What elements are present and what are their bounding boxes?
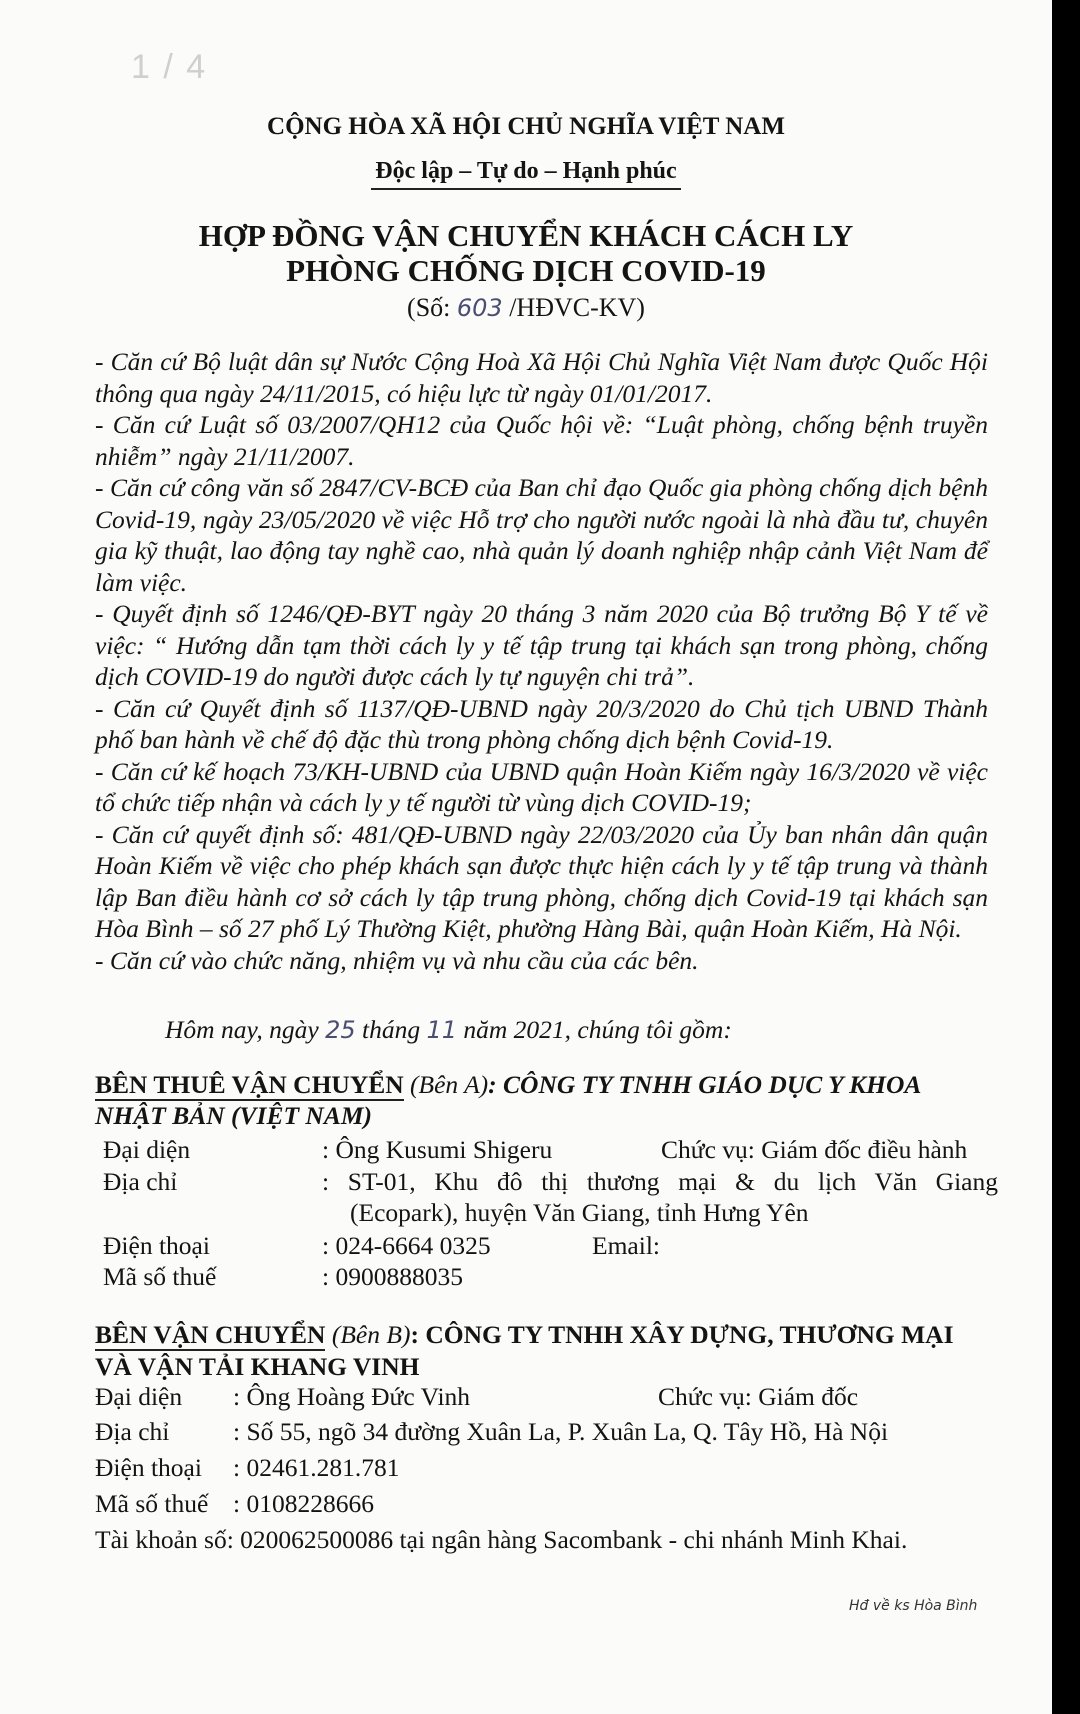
legal-basis-item: - Căn cứ vào chức năng, nhiệm vụ và nhu cầu của các bên. xyxy=(95,945,699,975)
legal-basis-item: - Căn cứ công văn số 2847/CV-BCĐ của Ban chỉ đạo Quốc gia phòng chống dịch bệnh Covid-19, ngày 23/05/2020 về việc Hỗ trợ cho người nước ngoài là nhà đầu tư, chuyên gia kỹ thuật, lao động tay nghề cao, nhà quản lý doanh nghiệp nhập cảnh Việt Nam để làm việc. xyxy=(95,473,988,597)
legal-basis-item: - Căn cứ Luật số 03/2007/QH12 của Quốc hội về: “Luật phòng, chống bệnh truyền nhiễm” ngày 21/11/2007. xyxy=(95,410,988,471)
contract-date-line: Hôm nay, ngày 25 tháng 11 năm 2021, chúng tôi gồm: xyxy=(165,1015,732,1044)
party-a-position: Chức vụ: Giám đốc điều hành xyxy=(661,1135,968,1164)
party-b-address-value: : Số 55, ngõ 34 đường Xuân La, P. Xuân La, Q. Tây Hồ, Hà Nội xyxy=(233,1417,889,1446)
party-a-email-label: Email: xyxy=(592,1231,660,1260)
party-b-tax-value: : 0108228666 xyxy=(233,1489,374,1518)
party-b-heading: BÊN VẬN CHUYỂN (Bên B): CÔNG TY TNHH XÂY DỰNG, THƯƠNG MẠI xyxy=(95,1320,954,1349)
legal-bases xyxy=(95,346,988,976)
party-a-rep-label: Đại diện xyxy=(103,1135,191,1164)
legal-basis-item: - Căn cứ quyết định số: 481/QĐ-UBND ngày 22/03/2020 của Ủy ban nhân dân quận Hoàn Kiếm về việc cho phép khách sạn được thực hiện cách ly y tế tập trung và thành lập Ban điều hành cơ sở cách ly tập trung phòng, chống dịch Covid-19 tại khách sạn Hòa Bình – số 27 phố Lý Thường Kiệt, phường Hàng Bài, quận Hoàn Kiếm, Hà Nội. xyxy=(95,819,988,943)
party-b-rep-value: : Ông Hoàng Đức Vinh xyxy=(233,1382,471,1411)
party-a-heading: BÊN THUÊ VẬN CHUYỂN (Bên A): CÔNG TY TNHH GIÁO DỤC Y KHOA xyxy=(95,1070,922,1099)
party-b-address-label: Địa chỉ xyxy=(95,1417,170,1446)
legal-basis-item: - Căn cứ Bộ luật dân sự Nước Cộng Hoà Xã Hội Chủ Nghĩa Việt Nam được Quốc Hội thông qua ngày 24/11/2015, có hiệu lực từ ngày 01/01/2017. xyxy=(95,347,988,408)
handwritten-contract-number: 603 xyxy=(456,294,503,322)
party-b-bank-account: Tài khoản số: 020062500086 tại ngân hàng Sacombank - chi nhánh Minh Khai. xyxy=(95,1525,908,1554)
legal-basis-item: - Quyết định số 1246/QĐ-BYT ngày 20 tháng 3 năm 2020 của Bộ trưởng Bộ Y tế về việc: “ Hướng dẫn tạm thời cách ly y tế tập trung tại khách sạn trong phòng, chống dịch COVID-19 do người được cách ly tự nguyện chi trả”. xyxy=(95,599,988,691)
party-a-address-line2: (Ecopark), huyện Văn Giang, tỉnh Hưng Yên xyxy=(350,1198,809,1227)
party-b-name-continued: VÀ VẬN TẢI KHANG VINH xyxy=(95,1352,420,1381)
party-b-rep-label: Đại diện xyxy=(95,1382,183,1411)
national-header: CỘNG HÒA XÃ HỘI CHỦ NGHĨA VIỆT NAM xyxy=(267,113,785,140)
party-b-phone-value: : 02461.281.781 xyxy=(233,1453,400,1482)
handwritten-day: 25 xyxy=(325,1016,356,1044)
legal-basis-item: - Căn cứ kế hoạch 73/KH-UBND của UBND quận Hoàn Kiếm ngày 16/3/2020 về việc tổ chức tiếp nhận và cách ly y tế người từ vùng dịch COVID-19; xyxy=(95,756,988,817)
party-b-position: Chức vụ: Giám đốc xyxy=(658,1382,859,1411)
handwritten-month: 11 xyxy=(426,1016,457,1044)
legal-basis-item: - Căn cứ Quyết định số 1137/QĐ-UBND ngày 20/3/2020 do Chủ tịch UBND Thành phố ban hành về chế độ đặc thù trong phòng chống dịch bệnh Covid-19. xyxy=(95,693,988,754)
party-a-address-line1: : ST-01, Khu đô thị thương mại & du lịch Văn Giang xyxy=(322,1167,998,1196)
page-indicator: 1 / 4 xyxy=(131,48,208,86)
party-a-rep-value: : Ông Kusumi Shigeru xyxy=(322,1135,553,1164)
party-a-tax-value: : 0900888035 xyxy=(322,1262,463,1291)
contract-title-line2: PHÒNG CHỐNG DỊCH COVID-19 xyxy=(286,253,766,288)
party-a-phone-value: : 024-6664 0325 xyxy=(322,1231,491,1260)
party-a-tax-label: Mã số thuế xyxy=(103,1262,217,1291)
contract-title-line1: HỢP ĐỒNG VẬN CHUYỂN KHÁCH CÁCH LY xyxy=(198,218,854,253)
party-a-phone-label: Điện thoại xyxy=(103,1231,210,1260)
party-b-phone-label: Điện thoại xyxy=(95,1453,202,1482)
contract-number: (Số: 603 /HĐVC-KV) xyxy=(407,293,645,322)
handwritten-note: Hđ về ks Hòa Bình xyxy=(849,1598,978,1614)
party-b-tax-label: Mã số thuế xyxy=(95,1489,209,1518)
party-a-name-continued: NHẬT BẢN (VIỆT NAM) xyxy=(95,1101,372,1130)
national-motto: Độc lập – Tự do – Hạnh phúc xyxy=(371,158,680,190)
party-a-address-label: Địa chỉ xyxy=(103,1167,178,1196)
